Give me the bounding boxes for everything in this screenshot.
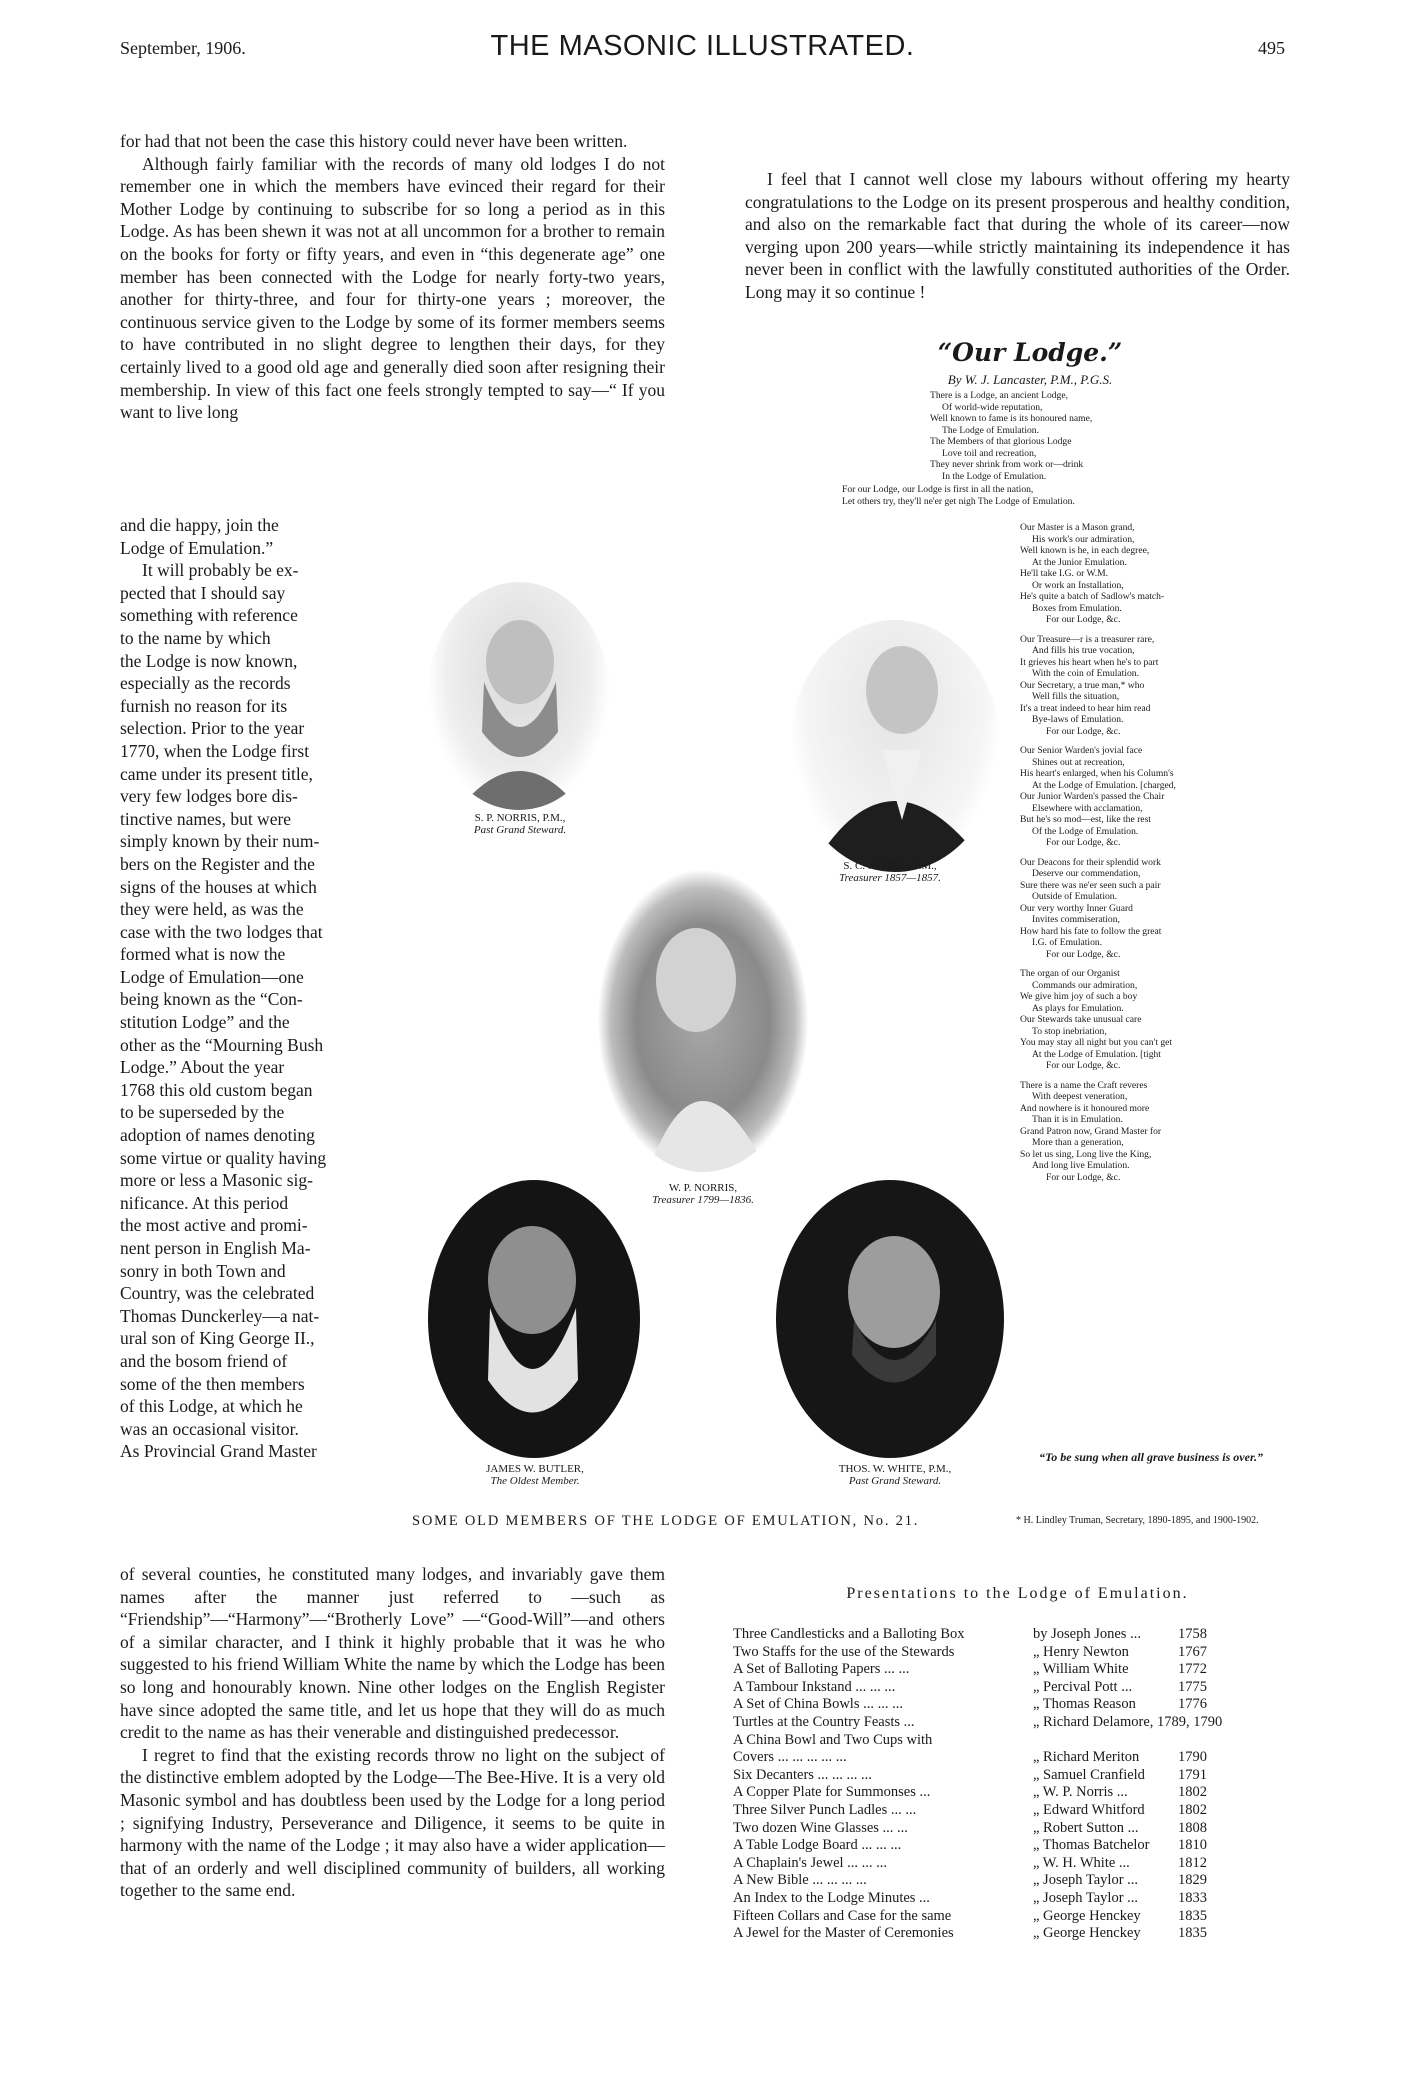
verse-line: His heart's enlarged, when his Column's <box>1020 768 1174 779</box>
text-line: the most active and promi- <box>120 1215 308 1236</box>
verse-line: Our Junior Warden's passed the Chair <box>1020 791 1165 802</box>
text-line: came under its present title, <box>120 763 313 784</box>
verse-line: Sure there was ne'er seen such a pair <box>1020 879 1161 891</box>
verse-line: Grand Patron now, Grand Master for <box>1020 1125 1162 1137</box>
caption-name: W. P. NORRIS, <box>668 1182 738 1194</box>
poem-stanza <box>1020 634 1290 738</box>
verse-line: You may stay all night but you can't get <box>1020 1037 1173 1048</box>
verse-line: For our Lodge, &c. <box>1046 614 1121 625</box>
text-line: furnish no reason for its <box>120 695 288 716</box>
caption-sc-norris <box>810 860 970 884</box>
poem-stanzas <box>1020 522 1290 1191</box>
text-line: Lodge of Emulation.” <box>120 537 274 558</box>
page-title: THE MASONIC ILLUSTRATED. <box>490 30 915 62</box>
verse-line: We give him joy of such a boy <box>1020 991 1138 1002</box>
verse-line: Well known is he, in each degree, <box>1020 545 1150 556</box>
presentation-item: A Table Lodge Board ... ... ... <box>733 1837 902 1854</box>
text-line: very few lodges bore dis- <box>120 786 298 807</box>
presentation-year: 1835 <box>1178 1907 1207 1924</box>
face-icon <box>428 582 610 810</box>
verse-line: To stop inebriation, <box>1032 1025 1107 1037</box>
presentation-donor: „ Robert Sutton ... <box>1033 1819 1139 1836</box>
caption-role: Treasurer 1857—1857. <box>839 872 941 884</box>
text-line: to be superseded by the <box>120 1102 285 1123</box>
text-line: some of the then members <box>120 1373 305 1394</box>
verse-line: Our very worthy Inner Guard <box>1020 902 1133 914</box>
verse-line: The Members of that glorious Lodge <box>930 436 1072 447</box>
presentation-year: 1833 <box>1178 1889 1207 1906</box>
table-row <box>733 1855 1293 1873</box>
presentation-item: Six Decanters ... ... ... ... <box>733 1766 872 1783</box>
text-line: nent person in English Ma- <box>120 1238 311 1258</box>
text-line: Thomas Dunckerley—a nat- <box>120 1305 320 1326</box>
text-line: and the bosom friend of <box>120 1350 288 1371</box>
verse-line: Boxes from Emulation. <box>1032 602 1122 614</box>
verse-line: Of world-wide reputation, <box>942 401 1043 413</box>
presentation-year: 1772 <box>1178 1661 1207 1678</box>
table-row <box>733 1872 1293 1890</box>
verse-line: Elsewhere with acclamation, <box>1032 802 1143 814</box>
table-row <box>733 1696 1293 1714</box>
text-line: bers on the Register and the <box>120 853 315 874</box>
text-line: As Provincial Grand Master <box>120 1441 317 1462</box>
portrait-sc-norris <box>790 620 1000 872</box>
presentation-item: A Chaplain's Jewel ... ... ... <box>733 1854 888 1871</box>
table-row <box>733 1714 1293 1732</box>
text-line: and die happy, join the <box>120 515 279 535</box>
presentation-year: 1767 <box>1178 1643 1207 1660</box>
text-line: selection. Prior to the year <box>120 718 305 739</box>
verse-line: In the Lodge of Emulation. <box>942 470 1047 482</box>
table-row <box>733 1749 1293 1767</box>
verse-line: It grieves his heart when he's to part <box>1020 656 1159 668</box>
text-line: tinctive names, but were <box>120 808 292 829</box>
text-line: sonry in both Town and <box>120 1260 286 1281</box>
presentation-donor: „ Henry Newton <box>1033 1643 1129 1660</box>
portrait-thos-white <box>776 1180 1004 1458</box>
verse-line: Of the Lodge of Emulation. <box>1032 825 1139 837</box>
verse-line: More than a generation, <box>1032 1137 1124 1148</box>
table-row <box>733 1784 1293 1802</box>
verse-line: And nowhere is it honoured more <box>1020 1102 1150 1114</box>
caption-name: S. C. NORRIS, P.M., <box>843 860 937 872</box>
verse-line: Our Stewards take unusual care <box>1020 1014 1142 1025</box>
presentation-item: Three Silver Punch Ladles ... ... <box>733 1801 917 1818</box>
text-line: 1770, when the Lodge first <box>120 740 310 761</box>
verse-line: Well known to fame is its honoured name, <box>930 413 1093 424</box>
presentation-donor: „ Joseph Taylor ... <box>1033 1872 1139 1889</box>
presentation-year: 1808 <box>1178 1819 1207 1836</box>
caption-sp-norris <box>440 812 600 836</box>
verse-line: And fills his true vocation, <box>1032 645 1135 656</box>
presentation-year: 1829 <box>1178 1872 1207 1889</box>
table-row <box>733 1837 1293 1855</box>
presentation-item: Fifteen Collars and Case for the same <box>733 1907 952 1924</box>
chorus-line: Let others try, they'll ne'er get nigh The Lodge of Emulation. <box>842 495 1075 507</box>
text-line: Lodge of Emulation—one <box>120 966 304 987</box>
presentation-item: Turtles at the Country Feasts ... <box>733 1713 915 1730</box>
verse-line: They never shrink from work or—drink <box>930 459 1084 470</box>
table-row <box>733 1820 1293 1838</box>
presentation-donor: „ Thomas Reason <box>1033 1696 1136 1713</box>
presentation-donor: by Joseph Jones ... <box>1033 1626 1141 1642</box>
presentations-table <box>733 1626 1293 1943</box>
verse-line: Well fills the situation, <box>1032 691 1120 702</box>
text-line: 1768 this old custom began <box>120 1079 313 1100</box>
verse-line: Bye-laws of Emulation. <box>1032 714 1124 725</box>
caption-wp-norris <box>618 1182 788 1206</box>
left-column-top <box>120 130 665 424</box>
verse-line: Our Senior Warden's jovial face <box>1020 745 1143 756</box>
poem-stanza <box>1020 968 1290 1072</box>
text-line: nificance. At this period <box>120 1192 289 1213</box>
page-number: 495 <box>1258 38 1285 58</box>
text-line: adoption of names denoting <box>120 1125 315 1146</box>
presentation-year: 1812 <box>1178 1854 1207 1871</box>
text-line: formed what is now the <box>120 944 286 965</box>
caption-name: JAMES W. BUTLER, <box>486 1463 584 1475</box>
verse-line: Than it is in Emulation. <box>1032 1114 1123 1125</box>
presentation-item: An Index to the Lodge Minutes ... <box>733 1889 930 1906</box>
verse-line: Love toil and recreation, <box>942 447 1037 459</box>
presentation-item: A Set of China Bowls ... ... ... <box>733 1696 903 1713</box>
paragraph: Although fairly familiar with the records of many old lodges I do not remember one in which the members have evinced their regard for their Mother Lodge by continuing to subscribe for so long a period as in this Lodge. As has been shewn it was not at all uncommon for a brother to remain on the books for forty or fifty years, and even in “this degenerate age” one member has been connected with the Lodge for nearly forty-two years, another for thirty-three, and four for thirty-one years ; moreover, the continuous service given to the Lodge by some of its former members seems to have contributed in no slight degree to lengthen their days, for they certainly lived to a good old age and generally died soon after resigning their membership. In view of this fact one feels strongly tempted to say—“ If you want to live long <box>120 153 665 423</box>
verse-line: Our Secretary, a true man,* who <box>1020 679 1145 691</box>
verse-line: Deserve our commendation, <box>1032 868 1141 879</box>
presentation-donor: „ Samuel Cranfield <box>1033 1766 1145 1783</box>
verse-line: Outside of Emulation. <box>1032 891 1117 902</box>
verse-line: Our Deacons for their splendid work <box>1020 856 1161 868</box>
presentation-year: 1790 <box>1178 1749 1207 1766</box>
verse-line: With the coin of Emulation. <box>1032 668 1139 679</box>
table-row <box>733 1908 1293 1926</box>
verse-line: Commands our admiration, <box>1032 979 1138 991</box>
presentation-item: A Copper Plate for Summonses ... <box>733 1784 931 1801</box>
presentation-item: A China Bowl and Two Cups with <box>733 1731 933 1748</box>
verse-line: So let us sing, Long live the King, <box>1020 1148 1152 1160</box>
figure-caption: SOME OLD MEMBERS OF THE LODGE OF EMULATION, No. 21. <box>412 1513 920 1529</box>
text-line: the Lodge is now known, <box>120 650 298 671</box>
face-icon <box>776 1180 1004 1458</box>
presentation-item: A Set of Balloting Papers ... ... <box>733 1661 910 1678</box>
chorus-line: For our Lodge, our Lodge is first in all the nation, <box>842 484 1034 495</box>
presentation-donor: „ W. P. Norris ... <box>1033 1784 1128 1801</box>
table-row <box>733 1626 1293 1644</box>
text-line: to the name by which <box>120 627 271 648</box>
text-line: Country, was the celebrated <box>120 1283 315 1304</box>
presentation-item: A Tambour Inkstand ... ... ... <box>733 1678 896 1695</box>
presentation-donor: „ W. H. White ... <box>1033 1854 1130 1871</box>
caption-name: THOS. W. WHITE, P.M., <box>838 1463 952 1475</box>
face-icon <box>428 1180 640 1458</box>
presentation-item: Three Candlesticks and a Balloting Box <box>733 1626 965 1642</box>
presentation-donor: „ Richard Meriton <box>1033 1749 1140 1766</box>
text-line: was an occasional visitor. <box>120 1418 299 1439</box>
table-row <box>733 1732 1293 1750</box>
verse-line: For our Lodge, &c. <box>1046 725 1121 737</box>
verse-line: For our Lodge, &c. <box>1046 837 1121 848</box>
table-row <box>733 1661 1293 1679</box>
verse-line: But he's so mod—est, like the rest <box>1020 814 1151 825</box>
table-row <box>733 1802 1293 1820</box>
poem-title: “Our Lodge.” <box>937 338 1123 367</box>
presentation-item: A Jewel for the Master of Ceremonies <box>733 1925 954 1942</box>
verse-line: Our Master is a Mason grand, <box>1020 522 1135 533</box>
verse-line: Shines out at recreation, <box>1032 756 1125 768</box>
verse-line: Our Treasure—r is a treasurer rare, <box>1020 633 1155 645</box>
presentation-item: A New Bible ... ... ... ... <box>733 1872 867 1889</box>
caption-thos-white <box>810 1463 980 1487</box>
presentation-donor: „ George Henckey <box>1033 1907 1141 1924</box>
presentation-year: 1802 <box>1178 1784 1207 1801</box>
left-column-narrow <box>120 514 392 1463</box>
text-line: case with the two lodges that <box>120 921 323 942</box>
presentation-year: 1758 <box>1178 1626 1207 1642</box>
paragraph: of several counties, he constituted many lodges, and invariably gave them names after the manner just referred to —such as “Friendship”—“Harmony”—“Brotherly Love” —“Good-Will”—and others of a similar character, and I think it highly probable that it was he who suggested to his friend William White the name by which the Lodge has been so long and honourably known. Nine other lodges on the English Register have since adopted the same title, and let us hope that they will do as much credit to the name as has their venerable and distinguished predecessor. <box>120 1564 665 1743</box>
text-line: pected that I should say <box>120 582 286 603</box>
verse-line: For our Lodge, &c. <box>1046 1171 1121 1183</box>
text-line: of this Lodge, at which he <box>120 1396 303 1417</box>
presentation-donor: „ Joseph Taylor ... <box>1033 1889 1139 1906</box>
presentation-item: Two Staffs for the use of the Stewards <box>733 1643 955 1660</box>
verse-line: There is a Lodge, an ancient Lodge, <box>930 390 1068 401</box>
verse-line: He'll take I.G. or W.M. <box>1020 568 1109 579</box>
table-row <box>733 1767 1293 1785</box>
text-line: being known as the “Con- <box>120 989 303 1010</box>
table-row <box>733 1679 1293 1697</box>
verse-line: There is a name the Craft reveres <box>1020 1079 1148 1091</box>
verse-line: At the Lodge of Emulation. [tight <box>1032 1048 1161 1060</box>
presentation-item: Covers ... ... ... ... ... <box>733 1749 847 1766</box>
verse-line: As plays for Emulation. <box>1032 1002 1124 1014</box>
caption-role: Past Grand Steward. <box>473 824 567 836</box>
verse-line: The organ of our Organist <box>1020 968 1120 979</box>
caption-role: The Oldest Member. <box>490 1475 580 1487</box>
presentation-donor: „ Percival Pott ... <box>1033 1678 1133 1695</box>
table-row <box>733 1644 1293 1662</box>
face-icon <box>790 620 1000 872</box>
verse-line: The Lodge of Emulation. <box>942 424 1039 436</box>
verse-line: At the Lodge of Emulation. [charged, <box>1032 779 1176 791</box>
right-column-intro <box>745 168 1290 304</box>
paragraph: I regret to find that the existing records throw no light on the subject of the distinctive emblem adopted by the Lodge—The Bee-Hive. It is a very old Masonic symbol and has doubtless been used by the Lodge for a long period ; signifying Industry, Perseverance and Diligence, it seems to be quite in harmony with the name of the Lodge ; it may also have a wider application—that of an orderly and well disciplined community of builders, all working together to the same end. <box>120 1744 665 1901</box>
presentation-year: 1775 <box>1178 1678 1207 1695</box>
table-row <box>733 1890 1293 1908</box>
verse-line: I.G. of Emulation. <box>1032 937 1103 948</box>
caption-name: S. P. NORRIS, P.M., <box>474 812 566 824</box>
presentation-donor: „ William White <box>1033 1661 1129 1678</box>
presentation-donor: „ Thomas Batchelor <box>1033 1837 1150 1854</box>
text-line: especially as the records <box>120 673 291 694</box>
table-row <box>733 1925 1293 1943</box>
verse-line: With deepest veneration, <box>1032 1091 1128 1102</box>
presentation-year: 1835 <box>1178 1925 1207 1942</box>
presentation-donor: „ Richard Delamore, 1789, 1790 <box>1033 1713 1223 1730</box>
text-line: stitution Lodge” and the <box>120 1012 290 1033</box>
text-line: simply known by their num- <box>120 831 320 852</box>
caption-james-butler <box>450 1463 620 1487</box>
face-icon <box>598 870 808 1172</box>
verse-line: Invites commiseration, <box>1032 914 1120 925</box>
text-line: signs of the houses at which <box>120 876 317 897</box>
poem-stanza <box>930 390 1092 482</box>
presentation-year: 1791 <box>1178 1766 1207 1783</box>
verse-line: For our Lodge, &c. <box>1046 948 1121 960</box>
poem-final-line: “To be sung when all grave business is over.” <box>1039 1450 1263 1464</box>
presentations-title: Presentations to the Lodge of Emulation. <box>846 1585 1189 1602</box>
text-line: something with reference <box>120 605 298 626</box>
paragraph: I feel that I cannot well close my labours without offering my hearty congratulations to the Lodge on its present prosperous and healthy condition, and also on the remarkable fact that during the whole of its career—now verging upon 200 years—while strictly maintaining its independence it has never been in conflict with the lawfully constituted authorities of the Order. Long may it so continue ! <box>745 169 1290 302</box>
text-line: they were held, as was the <box>120 899 304 920</box>
text-line: other as the “Mourning Bush <box>120 1034 324 1055</box>
presentation-donor: „ Edward Whitford <box>1033 1801 1145 1818</box>
text-line: ural son of King George II., <box>120 1328 315 1349</box>
text-line: more or less a Masonic sig- <box>120 1170 313 1191</box>
verse-line: How hard his fate to follow the great <box>1020 925 1162 937</box>
presentation-item: Two dozen Wine Glasses ... ... <box>733 1819 908 1836</box>
verse-line: For our Lodge, &c. <box>1046 1060 1121 1071</box>
text-line: Lodge.” About the year <box>120 1057 285 1078</box>
portrait-james-butler <box>428 1180 640 1458</box>
text-line: It will probably be ex- <box>142 560 299 581</box>
left-column-bottom <box>120 1563 665 1902</box>
text-line: some virtue or quality having <box>120 1147 327 1168</box>
verse-line: And long live Emulation. <box>1032 1160 1130 1171</box>
caption-role: Past Grand Steward. <box>848 1475 942 1487</box>
poem-stanza <box>1020 522 1290 626</box>
verse-line: He's quite a batch of Sadlow's match- <box>1020 591 1165 602</box>
portrait-sp-norris <box>428 582 610 810</box>
poem-chorus <box>842 484 1075 507</box>
verse-line: It's a treat indeed to hear him read <box>1020 702 1151 714</box>
verse-line: At the Junior Emulation. <box>1032 556 1127 568</box>
verse-line: Or work an Installation, <box>1032 579 1124 591</box>
header-date: September, 1906. <box>120 38 246 58</box>
poem-byline: By W. J. Lancaster, P.M., P.G.S. <box>947 372 1113 387</box>
poem-stanza <box>1020 1080 1290 1184</box>
verse-line: His work's our admiration, <box>1032 533 1135 545</box>
paragraph: for had that not been the case this history could never have been written. <box>120 131 628 151</box>
poem-stanza <box>1020 745 1290 849</box>
poem-stanza <box>1020 857 1290 961</box>
presentation-year: 1810 <box>1178 1837 1207 1854</box>
caption-role: Treasurer 1799—1836. <box>652 1194 754 1206</box>
portrait-wp-norris <box>598 870 808 1172</box>
presentation-year: 1802 <box>1178 1801 1207 1818</box>
footnote: * H. Lindley Truman, Secretary, 1890-1895, and 1900-1902. <box>1016 1515 1259 1526</box>
presentation-year: 1776 <box>1178 1696 1207 1713</box>
presentation-donor: „ George Henckey <box>1033 1925 1141 1942</box>
